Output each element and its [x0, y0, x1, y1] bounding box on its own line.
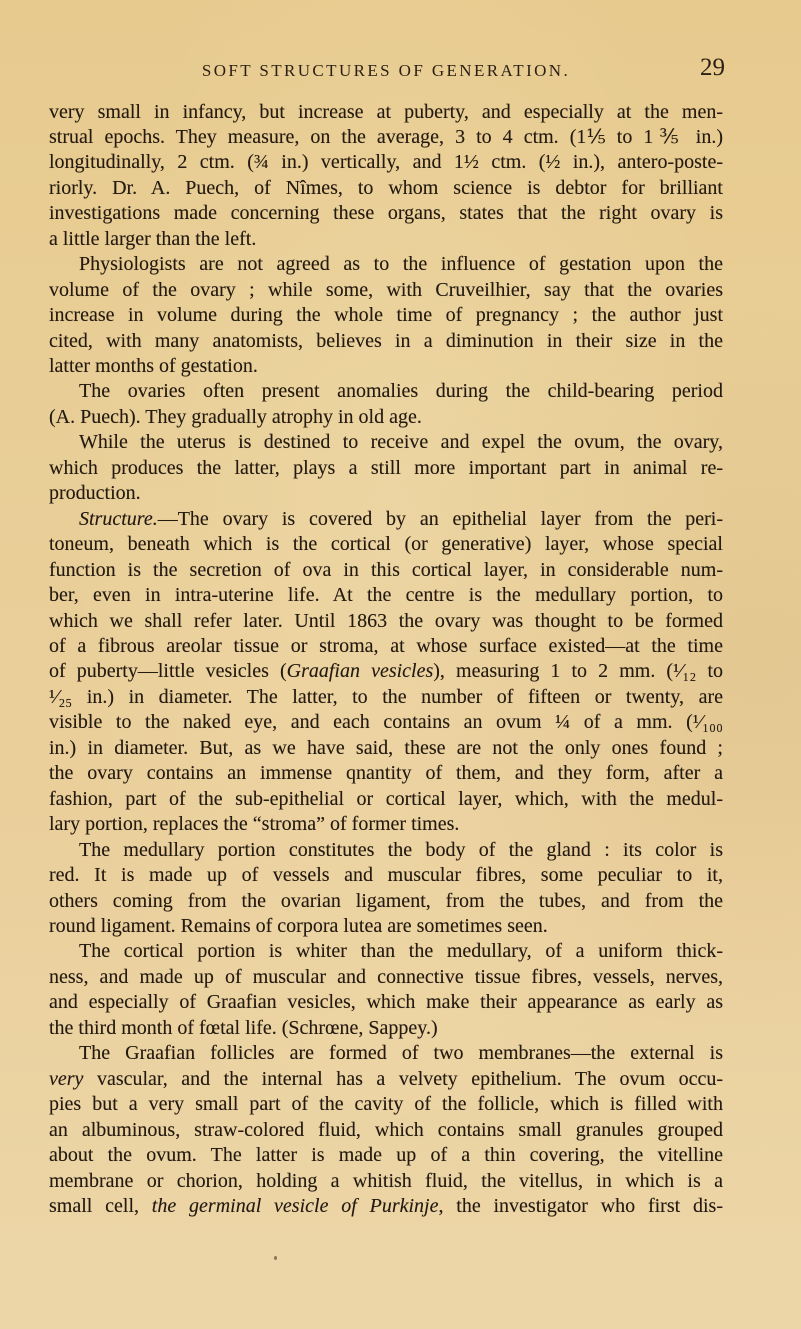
text-line — [49, 1194, 723, 1219]
text-line: and especially of Graafian vesicles, which make their appearance as early as — [49, 991, 723, 1014]
text-line — [49, 1067, 723, 1092]
text-line: riorly. Dr. A. Puech, of Nîmes, to whom science is debtor for brilliant — [49, 176, 723, 199]
text-line: visible to the naked eye, and each contains an ovum ¼ of a mm. (¹⁄₁₀₀ — [49, 711, 723, 734]
text-line: Physiologists are not agreed as to the influence of gestation upon the — [79, 253, 723, 276]
paragraph — [49, 379, 723, 430]
line-text: —The ovary is covered by an epithelial layer from the peri- — [157, 507, 723, 530]
text-line: increase in volume during the whole time of pregnancy ; the author just — [49, 304, 723, 327]
line-text: vascular, and the internal has a velvety epithelium. The ovum occu- — [83, 1067, 723, 1090]
text-line: ¹⁄₂₅ in.) in diameter. The latter, to the number of fifteen or twenty, are — [49, 685, 723, 708]
text-line: cited, with many anatomists, believes in a diminution in their size in the — [49, 329, 723, 352]
italic-term: the germinal vesicle of Purkinje — [151, 1194, 439, 1217]
text-line: fashion, part of the sub-epithelial or cortical layer, which, with the medul- — [49, 787, 723, 810]
italic-term: Graafian vesicles — [286, 660, 434, 683]
paragraph — [49, 100, 723, 253]
text-line: volume of the ovary ; while some, with Cruveilhier, say that the ovaries — [49, 278, 723, 301]
text-line: a little larger than the left. — [49, 227, 257, 250]
text-line: (A. Puech). They gradually atrophy in old age. — [49, 405, 422, 428]
text-line: in.) in diameter. But, as we have said, these are not the only ones found ; — [49, 736, 723, 759]
page-number: 29 — [700, 54, 725, 81]
text-line: While the uterus is destined to receive and expel the ovum, the ovary, — [79, 431, 723, 454]
text-line: function is the secretion of ova in this cortical layer, in considerable num- — [49, 558, 723, 581]
text-line — [49, 659, 723, 684]
text-line: ber, even in intra-uterine life. At the centre is the medullary portion, to — [49, 584, 723, 607]
text-line: The cortical portion is whiter than the medullary, of a uniform thick- — [79, 940, 723, 963]
italic-term: very — [49, 1067, 84, 1090]
running-head: SOFT STRUCTURES OF GENERATION. — [201, 61, 571, 80]
paragraph — [49, 838, 723, 940]
paragraph — [49, 1041, 723, 1219]
paper-speck — [274, 1256, 277, 1260]
text-line: round ligament. Remains of corpora lutea are sometimes seen. — [49, 915, 548, 937]
text-line — [49, 507, 723, 532]
text-line: latter months of gestation. — [49, 355, 258, 378]
text-line: The Graafian follicles are formed of two membranes—the external is — [79, 1042, 723, 1065]
body-text — [49, 100, 723, 1220]
italic-heading: Structure. — [79, 507, 158, 530]
text-line: investigations made concerning these organs, states that the right ovary is — [49, 202, 723, 225]
text-line: lary portion, replaces the “stroma” of former times. — [49, 813, 460, 836]
paragraph — [49, 507, 723, 838]
text-line: which we shall refer later. Until 1863 the ovary was thought to be formed — [49, 609, 723, 632]
text-line: very small in infancy, but increase at puberty, and especially at the men- — [49, 100, 723, 123]
line-text: of puberty—little vesicles ( — [49, 660, 287, 683]
text-line: which produces the latter, plays a still more important part in animal re- — [49, 456, 723, 479]
text-line: the ovary contains an immense qnantity of them, and they form, after a — [49, 762, 723, 785]
text-line: pies but a very small part of the cavity of the follicle, which is filled with — [49, 1093, 723, 1116]
paragraph — [49, 430, 723, 506]
paragraph — [49, 252, 723, 379]
text-line: red. It is made up of vessels and muscular fibres, some peculiar to it, — [49, 864, 723, 887]
text-line: The medullary portion constitutes the body of the gland : its color is — [79, 838, 723, 861]
text-line: about the ovum. The latter is made up of a thin covering, the vitelline — [49, 1144, 723, 1167]
text-line: of a fibrous areolar tissue or stroma, at whose surface existed—at the time — [49, 635, 723, 658]
line-text: , the investigator who first dis- — [438, 1194, 723, 1217]
line-text: small cell, — [49, 1194, 152, 1217]
text-line: longitudinally, 2 ctm. (¾ in.) vertically, and 1½ ctm. (½ in.), antero-poste- — [49, 151, 723, 174]
text-line: toneum, beneath which is the cortical (or generative) layer, whose special — [49, 533, 723, 556]
text-line: the third month of fœtal life. (Schrœne, Sappey.) — [49, 1016, 438, 1039]
text-line: ness, and made up of muscular and connective tissue fibres, vessels, nerves, — [49, 965, 723, 988]
text-line: others coming from the ovarian ligament, from the tubes, and from the — [49, 889, 723, 912]
text-line: production. — [49, 482, 141, 505]
text-line: strual epochs. They measure, on the average, 3 to 4 ctm. (1⅕ to 1⅗ in.) — [49, 125, 723, 148]
text-line: an albuminous, straw-colored fluid, which contains small granules grouped — [49, 1118, 723, 1141]
text-line: The ovaries often present anomalies during the child-bearing period — [79, 380, 723, 403]
text-line: membrane or chorion, holding a whitish fluid, the vitellus, in which is a — [49, 1169, 723, 1192]
paragraph — [49, 939, 723, 1041]
line-text: ), measuring 1 to 2 mm. (¹⁄₁₂ to — [433, 660, 723, 683]
